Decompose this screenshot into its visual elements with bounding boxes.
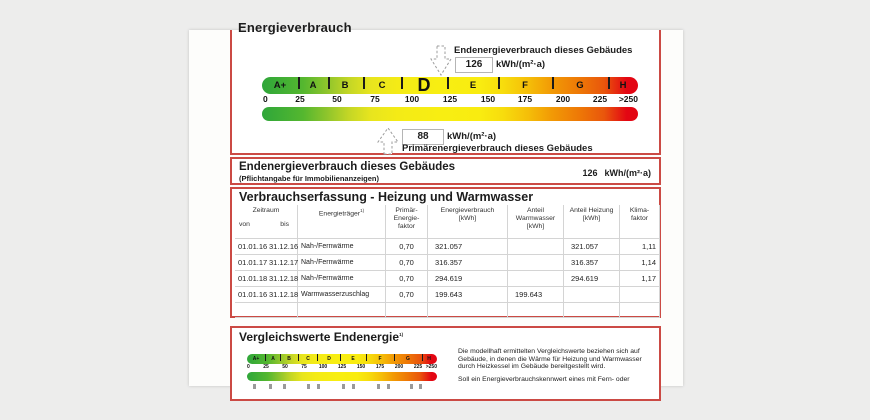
class-label: A+ [273, 80, 287, 91]
col-header-primaerenergiefaktor: Primär- Energie- faktor [386, 205, 428, 238]
col-header-anteil-heizung: Anteil Heizung [kWh] [564, 205, 620, 238]
col-header-anteil-warmwasser: Anteil Warmwasser [kWh] [508, 205, 564, 238]
section-energieverbrauch [230, 20, 661, 155]
value: 126 [582, 168, 598, 178]
comparison-class-band: A+ A B C D E F G H [247, 354, 437, 364]
comparison-tick-labels: 0 25 50 75 100 125 150 175 200 225 >250 [247, 364, 437, 370]
energy-gradient-bar [262, 107, 638, 121]
comparison-description [458, 348, 660, 389]
class-label: E [469, 80, 477, 91]
class-label: H [619, 80, 627, 91]
section2-subtitle: (Pflichtangabe für Immobilienanzeigen) [239, 174, 380, 183]
primary-energy-unit: kWh/(m²·a) [447, 131, 497, 142]
end-energy-value: 126 [455, 57, 493, 73]
scanned-document-page [189, 20, 683, 386]
table-row: 01.01.17 [235, 254, 266, 270]
paragraph: Die modellhaft ermittelten Vergleichswerte beziehen sich auf Gebäude, in denen die Wärme für Heizung und Warmwasser durch Heizkessel im Gebäude bereitgestellt wird. [458, 348, 642, 371]
class-label: F [522, 80, 528, 91]
class-label: G [576, 80, 584, 91]
section4-title: Vergleichswerte Endenergie$^{1)}$ [239, 330, 404, 344]
col-header-zeitraum: Zeitraum von bis [235, 205, 298, 238]
section3-title: Verbrauchserfassung - Heizung und Warmwasser [239, 190, 534, 204]
section-vergleichswerte [230, 326, 661, 401]
comparison-gradient-bar [247, 372, 437, 381]
primary-energy-label: Primärenergieverbrauch dieses Gebäudes [402, 143, 593, 154]
comparison-markers [247, 384, 437, 390]
col-header-klimafaktor: Klima- faktor [620, 205, 660, 238]
col-header-energietraeger: Energieträger$^{1)}$ [298, 205, 386, 238]
section-endenergieverbrauch [230, 157, 661, 185]
paragraph: Soll ein Energieverbrauchskennwert eines mit Fern- oder [458, 376, 630, 384]
section2-value [575, 168, 651, 178]
energy-class-band [262, 77, 638, 94]
col-header-energieverbrauch: Energieverbrauch [kWh] [428, 205, 508, 238]
end-energy-unit: kWh/(m²·a) [496, 59, 546, 70]
section2-title: Endenergieverbrauch dieses Gebäudes [239, 161, 456, 173]
end-energy-label: Endenergieverbrauch dieses Gebäudes [454, 45, 633, 56]
consumption-table: Zeitraum von bis Energieträger$^{1)}$ Primär- Energie- faktor Energieverbrauch [kWh] Anteil Warmwasser [kWh] Anteil Heizung [kWh] Klima- faktor 01.01.16 31.12.16 Nah-/Fernwärme 0,70 321.057 321.057 1,11 01.01.17 31.12.17 Nah-/Fernwärme 0,70 316.357 316.357 1,14 01.01.18 31.12.18 Nah-/Fernwärme 0,70 294.619 294.619 1,17 01.01.16 31.12.18 Warmwasserzuschlag 0,70 199.643 199.643 [235, 205, 660, 318]
class-label: A [309, 80, 317, 91]
scale-tick-labels: 0 25 50 75 100 125 150 175 200 225 >250 [263, 94, 638, 104]
class-label: B [341, 80, 349, 91]
section-title-clipped: Energieverbrauch [238, 20, 352, 35]
up-arrow-icon [377, 127, 399, 160]
unit: kWh/(m²·a) [604, 168, 651, 178]
table-row [235, 302, 266, 318]
current-class-label: D [417, 75, 431, 95]
table-row: 01.01.18 [235, 270, 266, 286]
table-row: 01.01.16 [235, 286, 266, 302]
table-row: 01.01.16 [235, 238, 266, 254]
primary-energy-value: 88 [402, 129, 444, 145]
class-label: C [378, 80, 386, 91]
section-verbrauchserfassung [230, 187, 661, 318]
